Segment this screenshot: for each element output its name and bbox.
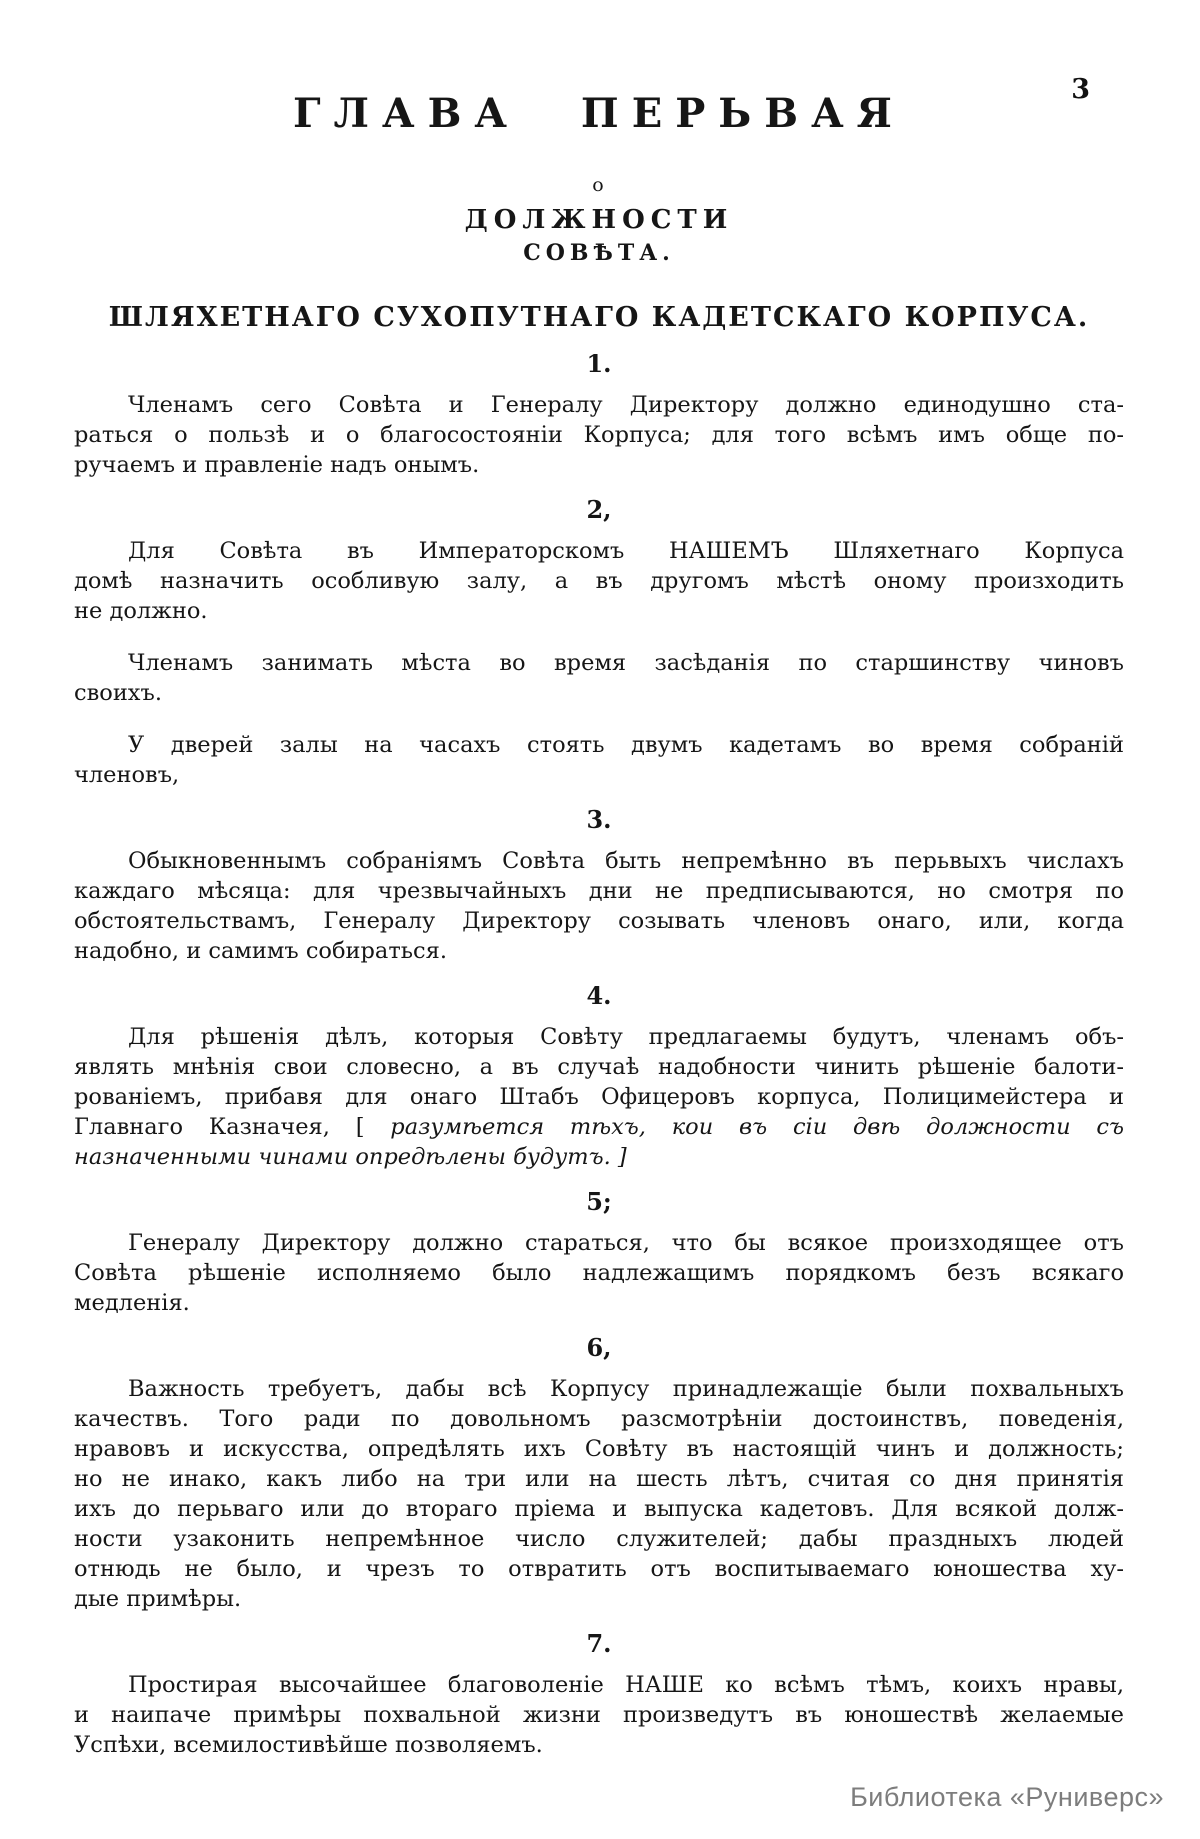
- section-2: [74, 496, 1124, 790]
- library-watermark: Библиотека «Руниверс»: [850, 1782, 1164, 1812]
- paragraph: [74, 846, 1124, 966]
- section-number: 3.: [586, 805, 612, 834]
- text-line: являть мнѣнія свои словесно, а въ случаѣ надобности чинить рѣшеніе балоти-: [74, 1054, 1124, 1080]
- document-body: [74, 350, 1124, 1760]
- text-line: домѣ назначить особливую залу, а въ другомъ мѣстѣ оному произходить: [74, 568, 1124, 594]
- text-line: нравовъ и искусства, опредѣлять ихъ Совѣту въ настоящій чинъ и должность;: [74, 1436, 1124, 1462]
- text-line: рованіемъ, прибавя для онаго Штабъ Офицеровъ корпуса, Полицимейстера и: [74, 1084, 1124, 1110]
- text-line: медленія.: [74, 1290, 190, 1316]
- institution-title: ШЛЯХЕТНАГО СУХОПУТНАГО КАДЕТСКАГО КОРПУСА.: [108, 302, 1090, 333]
- paragraph: [74, 1022, 1124, 1172]
- section-number: 1.: [586, 349, 612, 378]
- section-4: [74, 982, 1124, 1172]
- text-line: Генералу Директору должно стараться, что бы всякое произходящее отъ: [128, 1230, 1124, 1256]
- text-line: Важность требуетъ, дабы всѣ Корпусу принадлежащіе были похвальныхъ: [128, 1376, 1124, 1402]
- section-number: 4.: [586, 981, 612, 1010]
- page-number: 3: [1071, 74, 1090, 105]
- text-line: раться о пользѣ и о благосостояніи Корпуса; для того всѣмъ имъ обще по-: [74, 422, 1124, 448]
- section-number: 6,: [586, 1333, 612, 1362]
- text-line: Успѣхи, всемилостивѣйше позволяемъ.: [74, 1732, 543, 1758]
- section-6: [74, 1334, 1124, 1614]
- section-7: [74, 1630, 1124, 1760]
- paragraph: [74, 730, 1124, 790]
- text-line: своихъ.: [74, 680, 162, 706]
- text-line: отнюдь не было, и чрезъ то отвратить отъ воспитываемаго юношества ху-: [74, 1556, 1124, 1582]
- text-line: У дверей залы на часахъ стоять двумъ кадетамъ во время собраній: [128, 732, 1124, 758]
- text-line: надобно, и самимъ собираться.: [74, 938, 447, 964]
- text-line: каждаго мѣсяца: для чрезвычайныхъ дни не предписываются, но смотря по: [74, 878, 1124, 904]
- section-number: 7.: [586, 1629, 612, 1658]
- text-line: ности узаконить непремѣнное число служителей; дабы праздныхъ людей: [74, 1526, 1124, 1552]
- text-line: но не инако, какъ либо на три или на шесть лѣтъ, считая со дня принятія: [74, 1466, 1124, 1492]
- page-header: [74, 90, 1124, 334]
- text-line: ихъ до перьваго или до втораго пріема и выпуска кадетовъ. Для всякой долж-: [74, 1496, 1124, 1522]
- section-number: 5;: [586, 1187, 612, 1216]
- section-1: [74, 350, 1124, 480]
- text-line: и наипаче примѣры похвальной жизни произведутъ въ юношествѣ желаемые: [74, 1702, 1124, 1728]
- text-line: Для Совѣта въ Императорскомъ НАШЕМЪ Шляхетнаго Корпуса: [128, 538, 1124, 564]
- paragraph: [74, 1374, 1124, 1614]
- text-line: обстоятельствамъ, Генералу Директору созывать членовъ онаго, или, когда: [74, 908, 1124, 934]
- section-3: [74, 806, 1124, 966]
- text-line: назначенными чинами опредѣлены будутъ. ]: [74, 1144, 627, 1170]
- text-line: членовъ,: [74, 762, 180, 788]
- text-line: Для рѣшенія дѣлъ, которыя Совѣту предлагаемы будутъ, членамъ объ-: [128, 1024, 1124, 1050]
- paragraph: [74, 1670, 1124, 1760]
- text-line: Простирая высочайшее благоволеніе НАШЕ ко всѣмъ тѣмъ, коихъ нравы,: [128, 1672, 1124, 1698]
- text-segment: Главнаго Казначея, [: [74, 1114, 391, 1140]
- text-line: Обыкновеннымъ собраніямъ Совѣта быть непремѣнно въ перьвыхъ числахъ: [128, 848, 1124, 874]
- text-line-mixed: [74, 1112, 1124, 1142]
- paragraph: [74, 536, 1124, 626]
- heading-subject: ДОЛЖНОСТИ: [464, 205, 734, 235]
- heading-preposition: о: [592, 174, 606, 196]
- text-line: не должно.: [74, 598, 208, 624]
- text-line: качествъ. Того ради по довольномъ разсмотрѣніи достоинствъ, поведенія,: [74, 1406, 1124, 1432]
- text-line: ручаемъ и правленіе надъ онымъ.: [74, 452, 480, 478]
- chapter-title: ГЛАВА ПЕРЬВАЯ: [293, 90, 905, 137]
- paragraph: [74, 390, 1124, 480]
- section-number: 2,: [586, 495, 612, 524]
- text-line: дые примѣры.: [74, 1586, 242, 1612]
- text-line: Членамъ занимать мѣста во время засѣданія по старшинству чиновъ: [128, 650, 1124, 676]
- text-line: Членамъ сего Совѣта и Генералу Директору должно единодушно ста-: [128, 392, 1124, 418]
- paragraph: [74, 1228, 1124, 1318]
- text-line: Совѣта рѣшеніе исполняемо было надлежащимъ порядкомъ безъ всякаго: [74, 1260, 1124, 1286]
- heading-subject-of: СОВѢТА.: [523, 240, 675, 266]
- paragraph: [74, 648, 1124, 708]
- text-segment-italic: разумѣется тѣхъ, кои въ сіи двѣ должности съ: [390, 1114, 1124, 1140]
- section-5: [74, 1188, 1124, 1318]
